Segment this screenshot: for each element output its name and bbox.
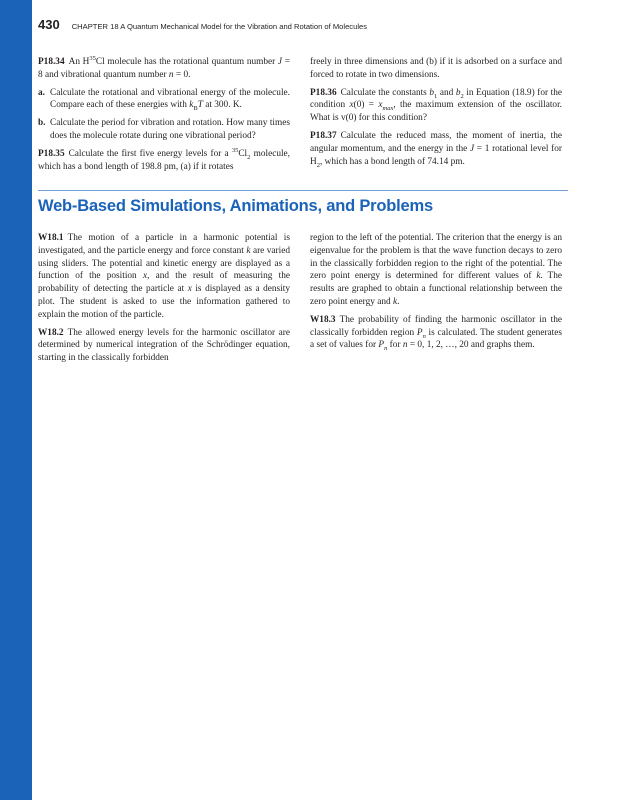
page-header [38, 16, 367, 34]
problem-p18-34: P18.34 An $H^{35}Cl$ molecule has the rotational quantum number J = 8 and vibrational quantum number n = 0. [38, 54, 290, 80]
problem-id: W18.2 [38, 327, 64, 338]
problem-id: W18.3 [310, 314, 336, 325]
problem-id: P18.35 [38, 148, 65, 159]
problems-right-column [310, 56, 562, 173]
running-head: CHAPTER 18 A Quantum Mechanical Model for the Vibration and Rotation of Molecules [71, 22, 368, 31]
problem-id: W18.1 [38, 233, 64, 243]
problem-id: P18.36 [310, 87, 337, 98]
blue-side-bar [0, 0, 32, 800]
web-problem-w18-2-continued: region to the left of the potential. The criterion that the energy is an eigenvalue for the problem is that the wave function decays to zero in the classically forbidden region to the right of the potential. The zero point energy is determined for different values of k. The results are graphed to obtain a functional relationship between the zero point energy and k. [310, 233, 563, 307]
problem-p18-34-part-a: a. Calculate the rotational and vibrational energy of the molecule. Compare each of these energies with $k_BT$ at 300. K. [38, 87, 290, 113]
problem-id: P18.37 [310, 130, 337, 141]
problem-p18-37: P18.37 Calculate the reduced mass, the moment of inertia, the angular momentum, and the energy in the J = 1 rotational level for $H_2$, which has a bond length of 74.14 pm. [310, 130, 562, 169]
web-problem-w18-2: W18.2 The allowed energy levels for the harmonic oscillator are determined by numerical integration of the Schrödinger equation, starting in the classically forbidden [38, 327, 290, 364]
problem-p18-34-part-b: b. Calculate the period for vibration and rotation. How many times does the molecule rotate during one vibrational period? [38, 118, 290, 141]
web-problems-right-column [310, 232, 562, 357]
page-number: 430 [38, 17, 60, 32]
section-title: Web-Based Simulations, Animations, and Problems [38, 197, 433, 215]
web-problem-w18-1: W18.1 The motion of a particle in a harmonic potential is investigated, and the particle energy and force constant k are varied using sliders. The potential and kinetic energy are displayed as a function of the position x, and the result of measuring the probability of detecting the particle at x is displayed as a density plot. The student is asked to use the information gathered to explain the motion of the particle. [38, 233, 290, 320]
problem-p18-35-continued: freely in three dimensions and (b) if it is adsorbed on a surface and forced to rotate in two dimensions. [310, 57, 562, 80]
problem-id: P18.34 [38, 57, 65, 67]
web-problem-w18-3: W18.3 The probability of finding the harmonic oscillator in the classically forbidden region $P_n$ is calculated. The student generates a set of values for $P_n$ for n = 0, 1, 2, …, 20 and graphs them. [310, 314, 562, 353]
problem-p18-36: P18.36 Calculate the constants $b_1$ and $b_2$ in Equation (18.9) for the condition $x(0) = x_{max}$, the maximum extension of the oscillator. What is v(0) for this condition? [310, 87, 562, 124]
problem-p18-35: P18.35 Calculate the first five energy levels for a $^{35}Cl_2$ molecule, which has a bond length of 198.8 pm, (a) if it rotates [38, 146, 290, 172]
section-divider [38, 190, 568, 191]
web-problems-left-column [38, 232, 290, 370]
problems-left-column [38, 56, 290, 178]
